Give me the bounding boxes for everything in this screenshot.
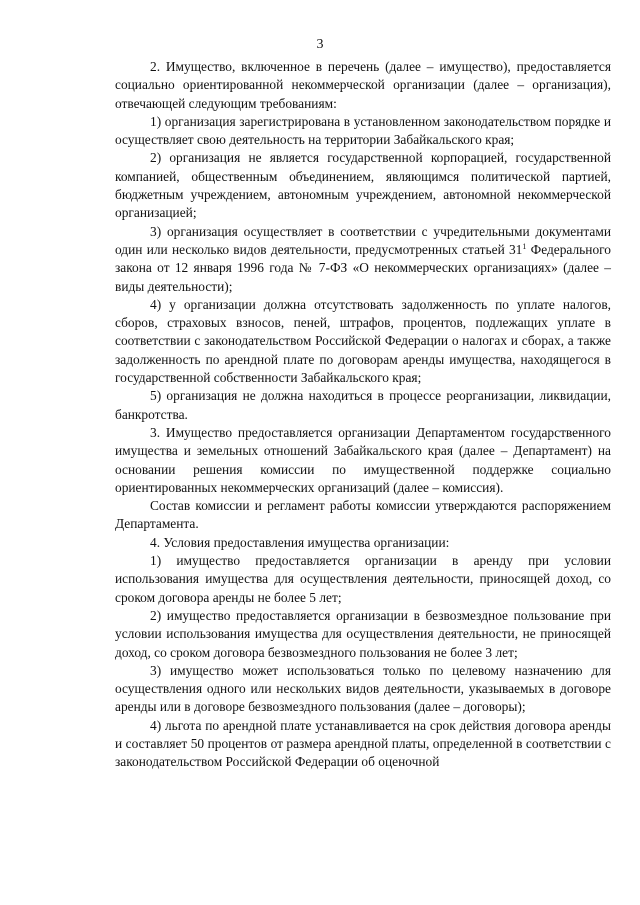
paragraph-condition-1: 1) имущество предоставляется организации в аренду при условии использования имущества для осуществления деятельности, приносящей доход, со сроком договора аренды не более 5 лет;	[115, 553, 611, 605]
paragraph-item-2: 2. Имущество, включенное в перечень (далее – имущество), предоставляется социально ориентированной некоммерческой организации (далее – организация), отвечающей следующим требованиям:	[115, 59, 611, 111]
paragraph-condition-2: 2) имущество предоставляется организации в безвозмездное пользование при условии использования имущества для осуществления деятельности, не приносящей доход, со сроком договора безвозмездного пользования не более 3 лет;	[115, 607, 611, 660]
paragraph-condition-3: 3) имущество может использоваться только по целевому назначению для осуществления одного или нескольких видов деятельности, указываемых в договоре аренды или в договоре безвозмездного пользования (далее – договоры);	[115, 662, 611, 715]
paragraph-requirement-3	[115, 223, 611, 296]
article-superscript: 1	[522, 241, 527, 251]
paragraph-commission: Состав комиссии и регламент работы комиссии утверждаются распоряжением Департамента.	[115, 498, 611, 532]
page-number: 3	[316, 37, 324, 52]
paragraph-item-4: 4. Условия предоставления имущества организации:	[150, 534, 450, 550]
paragraph-requirement-5: 5) организация не должна находиться в процессе реорганизации, ликвидации, банкротства.	[115, 388, 611, 422]
paragraph-requirement-2: 2) организация не является государственной корпорацией, государственной компанией, общественным объединением, являющимся политической партией, бюджетным учреждением, автономным учреждением, автономной некоммерческой организацией;	[115, 150, 611, 221]
document-body	[115, 58, 611, 772]
paragraph-requirement-4: 4) у организации должна отсутствовать задолженность по уплате налогов, сборов, страховых взносов, пеней, штрафов, процентов, подлежащих уплате в соответствии с законодательством Российской Федерации о налогах и сборах, а также задолженность по арендной плате по договорам аренды имущества, находящегося в государственной собственности Забайкальского края;	[115, 296, 611, 386]
paragraph-condition-4: 4) льгота по арендной плате устанавливается на срок действия договора аренды и составляет 50 процентов от размера арендной платы, определенной в соответствии с законодательством Российской Федерации об оценочной	[115, 717, 611, 770]
paragraph-requirement-1: 1) организация зарегистрирована в установленном законодательством порядке и осуществляет свою деятельность на территории Забайкальского края;	[115, 113, 611, 148]
paragraph-requirement-3-text-continued: Федерального закона от 12 января 1996 года № 7-ФЗ «О некоммерческих организациях» (далее – виды деятельности);	[115, 241, 611, 294]
paragraph-requirement-3-text: 3) организация осуществляет в соответствии с учредительными документами один или несколько видов деятельности, предусмотренных статьей 31	[115, 223, 611, 257]
paragraph-item-3: 3. Имущество предоставляется организации Департаментом государственного имущества и земельных отношений Забайкальского края (далее – Департамент) на основании решения комиссии по имущественной поддержке социально ориентированных некоммерческих организаций (далее – комиссия).	[115, 424, 611, 495]
